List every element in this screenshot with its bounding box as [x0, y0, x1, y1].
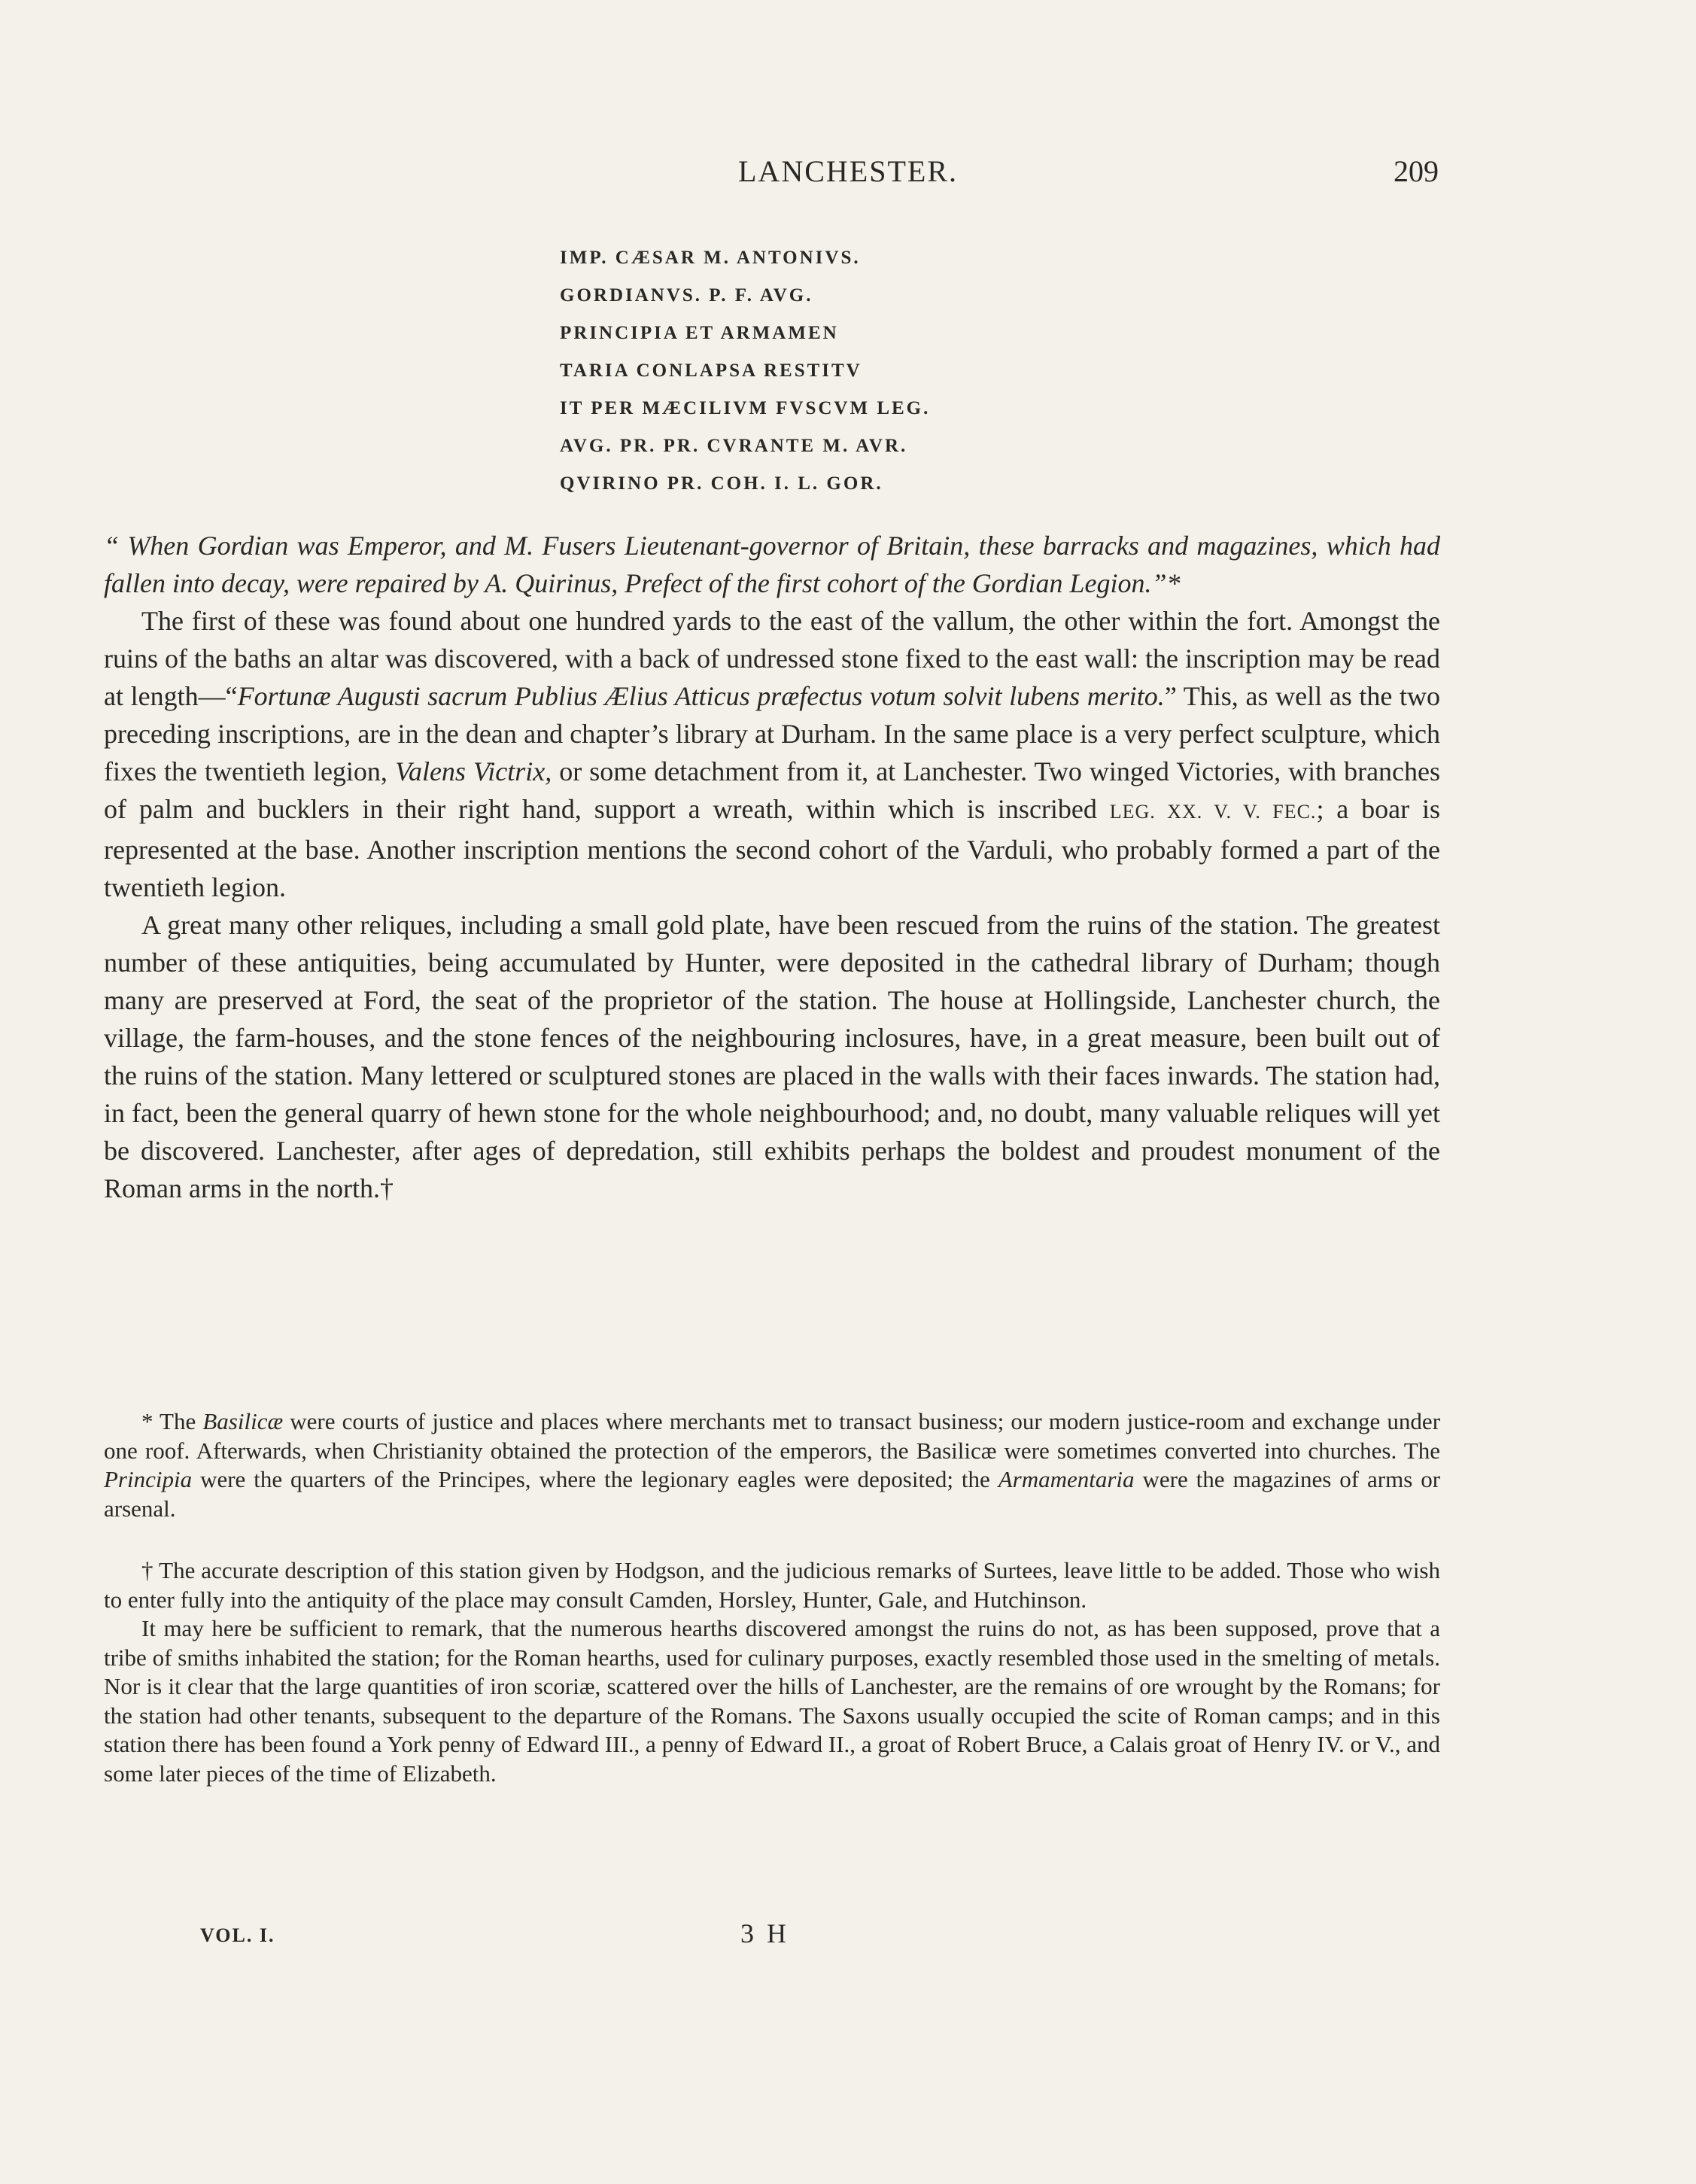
latin-inscription	[560, 239, 1087, 503]
inscription-line: TARIA CONLAPSA RESTITV	[560, 360, 862, 381]
legion-name: Valens Victrix,	[394, 756, 552, 786]
term-basilicae: Basilicæ	[202, 1408, 284, 1434]
legion-inscription: LEG. XX. V. V. FEC.	[1109, 801, 1317, 823]
running-title: LANCHESTER.	[738, 154, 958, 188]
volume-label: VOL. I.	[200, 1924, 275, 1946]
paragraph-text: or some detachment from it, at Lanchester. Two winged Victories, with branches of palm and bucklers in their right hand, support a wreath, within which is inscribed	[104, 756, 1441, 824]
signature-mark: 3 H	[740, 1918, 789, 1948]
page-number: 209	[1394, 154, 1439, 188]
inscription-line: AVG. PR. PR. CVRANTE M. AVR.	[560, 436, 908, 456]
footnote-text: * The	[141, 1408, 196, 1434]
paragraph-text: ; a boar is represented at the base. Another inscription mentions the second cohort of the Varduli, who probably formed a part of the twentieth legion.	[104, 794, 1441, 902]
translation-text: “ When Gordian was Emperor, and M. Fusers Lieutenant-governor of Britain, these barracks and magazines, which had fallen into decay, were repaired by A. Quirinus, Prefect of the first cohort of the Gordian Legion.”*	[104, 531, 1440, 598]
inscription-line: GORDIANVS. P. F. AVG.	[560, 285, 813, 306]
inscription-line: IMP. CÆSAR M. ANTONIVS.	[560, 248, 861, 268]
paragraph-text: ” This, as well as the two preceding inscriptions, are in the dean and chapter’s library at Durham. In the same place is a very perfect sculpture, which fixes the twentieth legion,	[104, 681, 1440, 786]
term-principia: Principia	[104, 1466, 193, 1492]
inscription-translation	[104, 527, 1440, 602]
footnote-text: were the quarters of the Principes, where the legionary eagles were deposited; the	[200, 1466, 990, 1492]
footnote-spacer	[104, 1523, 1440, 1556]
inscription-line: IT PER MÆCILIVM FVSCVM LEG.	[560, 398, 931, 418]
paragraph-text: The first of these was found about one hundred yards to the east of the vallum, the other within the fort. Amongst the ruins of the baths an altar was discovered, with a back of undressed stone fixed to the east wall: the inscription may be read at length—“	[104, 606, 1440, 711]
footnote-text: were courts of justice and places where merchants met to transact business; our modern justice-room and exchange under one roof. Afterwards, when Christianity obtained the protection of the emperors, the Basilicæ were sometimes converted into churches. The	[104, 1408, 1441, 1464]
main-text	[104, 527, 1440, 1207]
footnote-text: were the magazines of arms or arsenal.	[104, 1466, 1441, 1522]
altar-inscription-latin: Fortunæ Augusti sacrum Publius Ælius Atticus præfectus votum solvit lubens merito.	[237, 681, 1165, 711]
paragraph-altar	[104, 602, 1440, 906]
footnote-hodgson: † The accurate description of this station given by Hodgson, and the judicious remarks of Surtees, leave little to be added. Those who wish to enter fully into the antiquity of the place may consult Camden, Horsley, Hunter, Gale, and Hutchinson.	[104, 1557, 1440, 1613]
inscription-line: QVIRINO PR. COH. I. L. GOR.	[560, 473, 883, 494]
footnote-basilicae	[104, 1407, 1440, 1523]
inscription-line: PRINCIPIA ET ARMAMEN	[560, 323, 839, 343]
term-armamentaria: Armamentaria	[998, 1466, 1135, 1492]
paragraph-reliques: A great many other reliques, including a small gold plate, have been rescued from the ruins of the station. The greatest number of these antiquities, being accumulated by Hunter, were deposited in the cathedral library of Durham; though many are preserved at Ford, the seat of the proprietor of the station. The house at Hollingside, Lanchester church, the village, the farm-houses, and the stone fences of the neighbouring inclosures, have, in a great measure, been built out of the ruins of the station. Many lettered or sculptured stones are placed in the walls with their faces inwards. The station had, in fact, been the general quarry of hewn stone for the whole neighbourhood; and, no doubt, many valuable reliques will yet be discovered. Lanchester, after ages of depredation, still exhibits perhaps the boldest and proudest monument of the Roman arms in the north.†	[104, 910, 1440, 1203]
footnotes	[104, 1407, 1440, 1788]
footnote-hearths: It may here be sufficient to remark, that the numerous hearths discovered amongst the ruins do not, as has been supposed, prove that a tribe of smiths inhabited the station; for the Roman hearths, used for culinary purposes, exactly resembled those used in the smelting of metals. Nor is it clear that the large quantities of iron scoriæ, scattered over the hills of Lanchester, are the remains of ore wrought by the Romans; for the station had other tenants, subsequent to the departure of the Romans. The Saxons usually occupied the scite of Roman camps; and in this station there has been found a York penny of Edward III., a penny of Edward II., a groat of Robert Bruce, a Calais groat of Henry IV. or V., and some later pieces of the time of Elizabeth.	[104, 1615, 1440, 1787]
